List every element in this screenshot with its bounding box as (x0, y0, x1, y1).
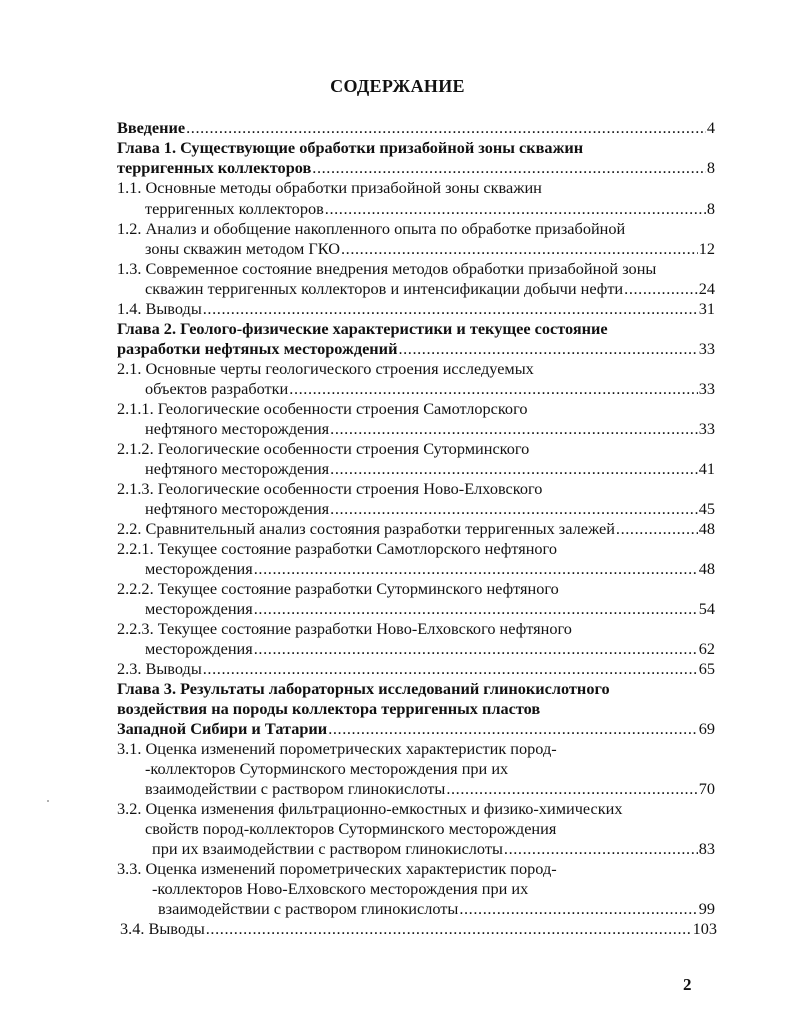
toc-entry-page: 70 (698, 779, 715, 798)
toc-section-2-1 (145, 378, 715, 400)
toc-entry-title: 1.4. Выводы (117, 299, 202, 318)
leader-dots (459, 898, 697, 920)
toc-entry-title: месторождения (145, 559, 253, 578)
toc-entry-page: 33 (698, 339, 715, 358)
toc-section-1-3-heading (117, 258, 656, 280)
toc-entry-title: нефтяного месторождения (145, 499, 330, 518)
toc-entry-title: 3.2. Оценка изменения фильтрационно-емкостных и физико-химических (117, 799, 623, 818)
page-number: 2 (683, 975, 692, 994)
toc-entry-title: воздействия на породы коллектора терригенных пластов (117, 699, 541, 718)
leader-dots (504, 838, 698, 860)
toc-entry-title: взаимодействии с раствором глинокислоты (158, 899, 459, 918)
toc-chapter-3-heading-line-2 (117, 698, 540, 720)
toc-entry-title: при их взаимодействии с раствором глинокислоты (152, 839, 503, 858)
toc-entry-page: 62 (698, 639, 715, 658)
toc-entry-page: 48 (698, 559, 715, 578)
toc-section-3-1-heading-line-1 (117, 738, 557, 760)
toc-entry-title: 2.3. Выводы (117, 659, 202, 678)
toc-section-2-2-1 (145, 558, 715, 580)
toc-entry-page: 41 (698, 459, 715, 478)
toc-section-2-1-1-heading (117, 398, 527, 420)
toc-entry-page: 8 (706, 158, 715, 177)
toc-entry-page: 45 (698, 499, 715, 518)
toc-entry-title: Глава 1. Существующие обработки призабойной зоны скважин (117, 138, 584, 157)
toc-section-2-2 (117, 518, 715, 540)
leader-dots (330, 458, 698, 480)
toc-section-2-1-2 (145, 458, 715, 480)
toc-section-2-1-3-heading (117, 478, 542, 500)
toc-entry-page: 33 (698, 419, 715, 438)
toc-entry-title: 3.1. Оценка изменений порометрических характеристик пород- (117, 739, 557, 758)
toc-entry-title: зоны скважин методом ГКО (145, 239, 340, 258)
toc-section-3-4 (120, 918, 717, 940)
toc-entry-title: 2.2.1. Текущее состояние разработки Самотлорского нефтяного (117, 539, 557, 558)
toc-entry-title: нефтяного месторождения (145, 459, 330, 478)
toc-entry-page: 69 (698, 719, 715, 738)
toc-section-2-1-1 (145, 418, 715, 440)
toc-entry-page: 24 (698, 279, 715, 298)
leader-dots (203, 298, 698, 320)
toc-section-3-2 (152, 838, 715, 860)
toc-section-2-2-3 (145, 638, 715, 660)
toc-entry-page: 99 (698, 899, 715, 918)
toc-entry-title: 2.2. Сравнительный анализ состояния разработки терригенных залежей (117, 519, 615, 538)
toc-entry-title: 1.3. Современное состояние внедрения методов обработки призабойной зоны (117, 259, 657, 278)
toc-entry-title: терригенных коллекторов (145, 199, 324, 218)
toc-entry-title: 3.4. Выводы (120, 919, 205, 938)
toc-section-1-4 (117, 298, 715, 320)
toc-entry-title: Глава 2. Геолого-физические характеристики и текущее состояние (117, 319, 608, 338)
toc-section-1-1 (145, 198, 715, 220)
toc-section-1-2-heading (117, 218, 625, 240)
toc-entry-title: Западной Сибири и Татарии (117, 719, 328, 738)
toc-entry-title: -коллекторов Ново-Елховского месторождения при их (152, 879, 529, 898)
leader-dots (446, 778, 697, 800)
toc-entry-page: 103 (692, 919, 717, 938)
toc-section-1-1-heading (117, 177, 542, 199)
toc-section-3-1 (145, 778, 715, 800)
toc-entry-title: 1.2. Анализ и обобщение накопленного опыта по обработке призабойной (117, 219, 626, 238)
leader-dots (624, 278, 698, 300)
toc-section-3-2-heading-line-1 (117, 798, 623, 820)
toc-section-2-2-1-heading (117, 538, 557, 560)
toc-section-2-1-heading (117, 358, 534, 380)
leader-dots (330, 418, 698, 440)
toc-entry-page: 12 (698, 239, 715, 258)
toc-section-2-3 (117, 658, 715, 680)
toc-entry-title: взаимодействии с раствором глинокислоты (145, 779, 446, 798)
toc-entry-title: месторождения (145, 599, 253, 618)
toc-entry-page: 65 (698, 659, 715, 678)
leader-dots (398, 338, 697, 360)
toc-entry-title: Глава 3. Результаты лабораторных исследований глинокислотного (117, 679, 610, 698)
toc-entry-page: 33 (698, 379, 715, 398)
toc-section-2-1-3 (145, 498, 715, 520)
leader-dots (289, 378, 697, 400)
toc-entry-title: 2.1.1. Геологические особенности строения Самотлорского (117, 399, 528, 418)
toc-entry-page: 83 (698, 839, 715, 858)
leader-dots (206, 918, 692, 940)
toc-entry-title: скважин терригенных коллекторов и интенсификации добычи нефти (145, 279, 624, 298)
toc-entry-title: разработки нефтяных месторождений (117, 339, 398, 358)
toc-section-1-2 (145, 238, 715, 260)
leader-dots (254, 558, 698, 580)
toc-section-1-3 (145, 278, 715, 300)
toc-entry-title: -коллекторов Суторминского месторождения при их (145, 759, 509, 778)
toc-section-3-3-heading-line-1 (117, 858, 557, 880)
toc-section-2-2-2-heading (117, 578, 559, 600)
leader-dots (254, 638, 698, 660)
toc-entry-title: 3.3. Оценка изменений порометрических характеристик пород- (117, 859, 557, 878)
toc-entry-title: 2.1.3. Геологические особенности строения Ново-Елховского (117, 479, 543, 498)
leader-dots (325, 198, 706, 220)
scan-speck (47, 800, 49, 802)
toc-chapter-3 (117, 718, 715, 740)
toc-entry-title: 2.2.3. Текущее состояние разработки Ново-Елховского нефтяного (117, 619, 572, 638)
toc-entry-title: терригенных коллекторов (117, 158, 312, 177)
toc-section-3-3-heading-line-2 (152, 878, 528, 900)
toc-entry-page: 31 (698, 299, 715, 318)
toc-chapter-2-heading (117, 318, 608, 340)
toc-entry-title: нефтяного месторождения (145, 419, 330, 438)
toc-section-2-1-2-heading (117, 438, 529, 460)
toc-entry-page: 48 (698, 519, 715, 538)
leader-dots (616, 518, 698, 540)
toc-entry-page: 54 (698, 599, 715, 618)
toc-entry-title: свойств пород-коллекторов Суторминского месторождения (145, 819, 557, 838)
leader-dots (312, 157, 706, 179)
toc-chapter-1-heading (117, 137, 583, 159)
toc-entry-page: 8 (706, 199, 715, 218)
toc-entry-page: 4 (706, 118, 715, 137)
toc-entry-title: 2.1. Основные черты геологического строения исследуемых (117, 359, 534, 378)
toc-chapter-3-heading-line-1 (117, 678, 610, 700)
page-title: СОДЕРЖАНИЕ (330, 76, 465, 96)
leader-dots (203, 658, 698, 680)
toc-entry-title: 1.1. Основные методы обработки призабойной зоны скважин (117, 178, 542, 197)
toc-section-2-2-3-heading (117, 618, 572, 640)
leader-dots (341, 238, 698, 260)
leader-dots (254, 598, 698, 620)
leader-dots (328, 718, 698, 740)
toc-section-3-2-heading-line-2 (145, 818, 556, 840)
toc-entry-title: 2.1.2. Геологические особенности строения Суторминского (117, 439, 530, 458)
leader-dots (186, 117, 706, 139)
toc-section-3-1-heading-line-2 (145, 758, 508, 780)
toc-entry-title: объектов разработки (145, 379, 289, 398)
toc-entry-title: Введение (117, 118, 186, 137)
leader-dots (330, 498, 698, 520)
toc-section-3-3 (158, 898, 715, 920)
toc-chapter-1 (117, 157, 715, 179)
toc-entry-title: месторождения (145, 639, 253, 658)
toc-entry-title: 2.2.2. Текущее состояние разработки Суторминского нефтяного (117, 579, 559, 598)
toc-chapter-2 (117, 338, 715, 360)
toc-entry-introduction (117, 117, 715, 139)
toc-section-2-2-2 (145, 598, 715, 620)
